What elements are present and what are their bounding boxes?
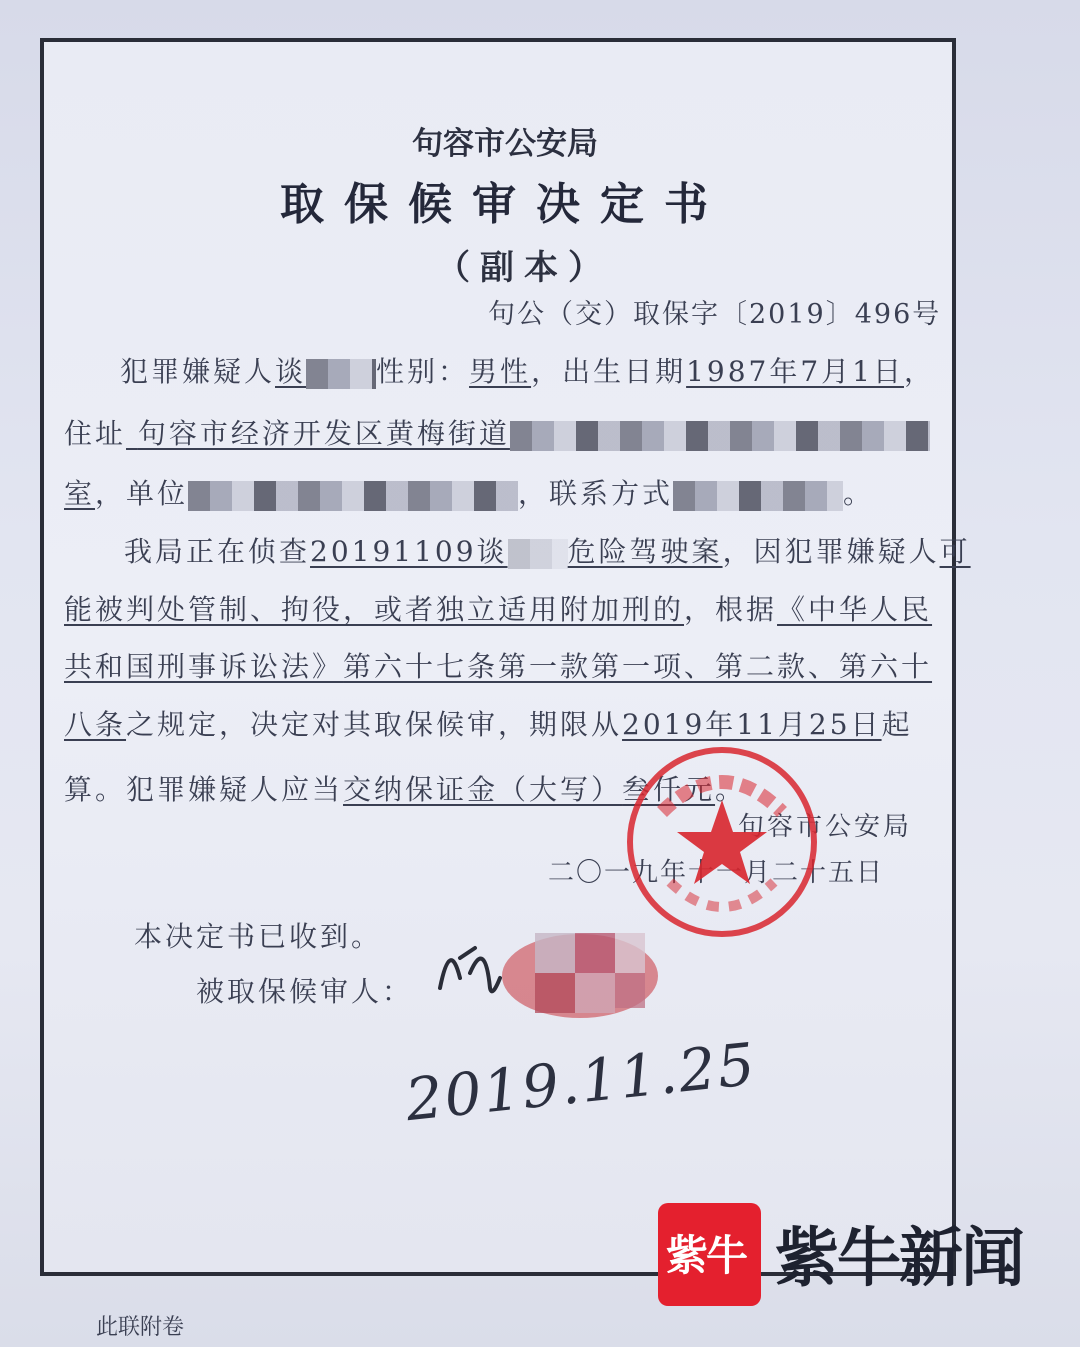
footer-note: 此联附卷 [96, 1315, 185, 1340]
watermark-brand: 紫牛新闻 [775, 1221, 1023, 1296]
zn-logo-icon: 紫牛 [658, 1203, 761, 1306]
issuing-agency: 句容市公安局 [412, 126, 598, 162]
official-seal-icon [622, 742, 822, 942]
handwritten-date: 2019.11.25 [402, 1029, 760, 1135]
document-title: 取保候审决定书 [280, 179, 728, 230]
copy-label: （副本） [436, 248, 612, 288]
case-line: 我局正在侦查20191109谈 危险驾驶案，因犯罪嫌疑人可 [124, 535, 971, 568]
signature-fingerprint-icon [430, 918, 670, 1028]
bail-line: 算。犯罪嫌疑人应当交纳保证金（大写）叁仟元。 [64, 773, 747, 806]
address-line: 住址 句容市经济开发区黄梅街道 [64, 412, 930, 452]
received-note: 本决定书已收到。 [134, 920, 383, 953]
employer-line: 室，单位 ，联系方式 。 [64, 477, 875, 510]
document-number: 句公（交）取保字〔2019〕496号 [488, 299, 942, 330]
term-line: 八条之规定，决定对其取保候审，期限从2019年11月25日起 [64, 708, 913, 741]
law-line: 共和国刑事诉讼法》第六十七条第一款第一项、第二款、第六十 [64, 650, 933, 683]
issue-date: 二〇一九年十一月二十五日 [548, 858, 885, 888]
issuer-name: 句容市公安局 [738, 812, 913, 842]
reason-line: 能被判处管制、拘役，或者独立适用附加刑的，根据《中华人民 [64, 593, 933, 626]
suspect-line: 犯罪嫌疑人谈 性别：男性，出生日期1987年7月1日， [120, 355, 935, 388]
signature-text [0, 0, 1, 1]
bailee-label: 被取保候审人： [196, 975, 414, 1008]
